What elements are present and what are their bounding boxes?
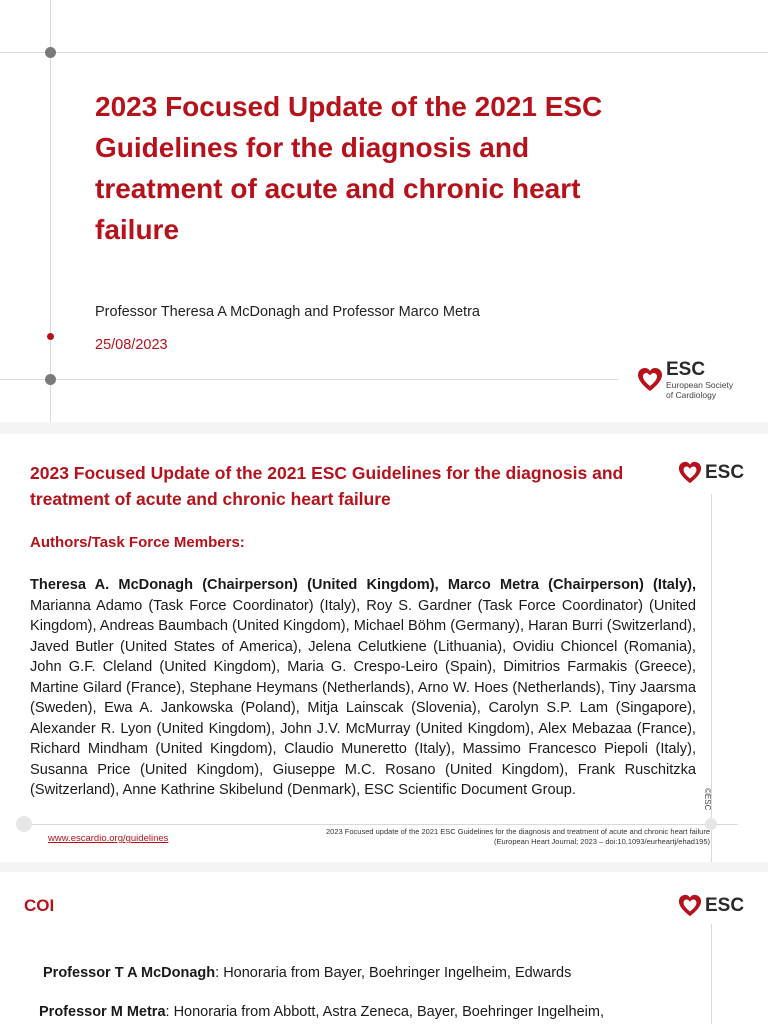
left-rule: [50, 0, 51, 422]
guideline-title: 2023 Focused Update of the 2021 ESC Guidelines for the diagnosis and treatment of acute and chronic heart failure: [30, 463, 624, 509]
esc-logo-small: [678, 894, 744, 918]
coi-title: COI: [24, 896, 55, 915]
esc-logo-small: [678, 461, 744, 485]
coi-slide: [0, 872, 768, 1024]
rule-dot-top: [45, 47, 56, 58]
rule-dot-red: [47, 333, 54, 340]
citation-line-2: (European Heart Journal; 2023 – doi:10.1093/eurheartj/ehad195): [494, 837, 710, 846]
coi-text-metra: : Honoraria from Abbott, Astra Zeneca, Bayer, Boehringer Ingelheim,: [165, 1004, 604, 1020]
slide-gap: [0, 422, 768, 434]
esc-heart-icon: [678, 894, 702, 918]
citation-line-1: 2023 Focused update of the 2021 ESC Guidelines for the diagnosis and treatment of acute and chronic heart failure: [326, 827, 710, 836]
slide-title: 2023 Focused Update of the 2021 ESC Guidelines for the diagnosis and treatment of acute and chronic heart failure: [95, 91, 603, 245]
slide-gap: [0, 862, 768, 872]
footer-dot-left: [16, 816, 32, 832]
coi-line-metra: [39, 1004, 604, 1020]
author-list: [30, 575, 696, 801]
coi-name-mcdonagh: Professor T A McDonagh: [43, 965, 216, 981]
esc-wordmark: ESC: [705, 895, 745, 916]
task-force-members: Marianna Adamo (Task Force Coordinator) (Italy), Roy S. Gardner (Task Force Coordinator) (United Kingdom), Andreas Baumbach (United Kingdom), Michael Böhm (Germany), Haran Burri (Switzerland), Javed Butler (United States of America), Jelena Celutkiene (Lithuania), Ovidiu Chioncel (Romania), John G.F. Cleland (United Kingdom), Maria G. Crespo-Leiro (Spain), Dimitrios Farmakis (Greece), Martine Gilard (France), Stephane Heymans (Netherlands), Arno W. Hoes (Netherlands), Tiny Jaarsma (Sweden), Ewa A. Jankowska (Poland), Mitja Lainscak (Slovenia), Carolyn S.P. Lam (Singapore), Alexander R. Lyon (United Kingdom), John J.V. McMurray (United Kingdom), Alex Mebazaa (France), Richard Mindham (United Kingdom), Claudio Muneretto (Italy), Massimo Francesco Piepoli (Italy), Susanna Price (United Kingdom), Giuseppe M.C. Rosano (United Kingdom), Frank Ruschitzka (Switzerland), Anne Kathrine Skibelund (Denmark), ESC Scientific Document Group.: [30, 597, 696, 798]
rule-dot-bottom: [45, 374, 56, 385]
bottom-rule: [0, 379, 618, 380]
title-slide: [0, 0, 768, 422]
citation: [290, 827, 710, 847]
coi-name-metra: Professor M Metra: [39, 1004, 166, 1020]
esc-wordmark: ESC: [705, 462, 745, 483]
coi-line-mcdonagh: [43, 965, 571, 981]
copyright-mark: ©ESC: [703, 788, 712, 811]
top-rule: [0, 52, 768, 53]
footer-rule: [20, 824, 738, 825]
coi-text-mcdonagh: : Honoraria from Bayer, Boehringer Ingelheim, Edwards: [215, 965, 572, 981]
guidelines-link[interactable]: www.escardio.org/guidelines: [48, 833, 169, 844]
chairpersons: Theresa A. McDonagh (Chairperson) (United Kingdom), Marco Metra (Chairperson) (Italy),: [30, 577, 696, 593]
esc-subtitle-2: of Cardiology: [666, 390, 717, 400]
right-rule: [711, 924, 712, 1024]
presenters: Professor Theresa A McDonagh and Professor Marco Metra: [95, 304, 480, 320]
presentation-date: 25/08/2023: [95, 337, 168, 353]
esc-heart-icon: [678, 461, 702, 485]
esc-subtitle-1: European Society: [666, 380, 734, 390]
esc-heart-icon: [637, 367, 663, 393]
section-label: Authors/Task Force Members:: [30, 534, 245, 551]
esc-wordmark: ESC: [666, 359, 706, 380]
esc-logo: [637, 360, 733, 400]
